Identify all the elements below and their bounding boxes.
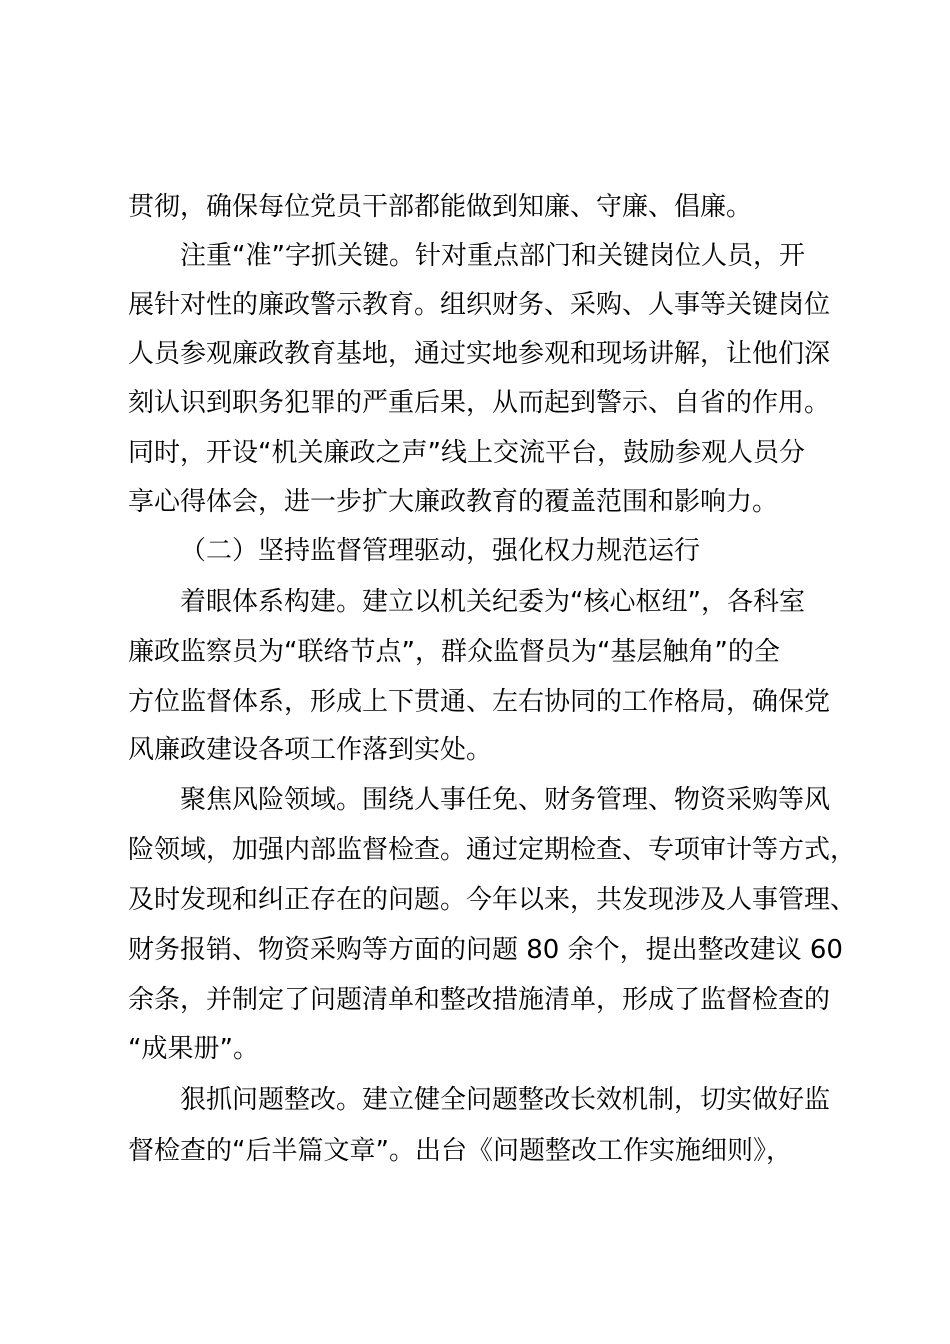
text-line: 及时发现和纠正存在的问题。今年以来，共发现涉及人事管理、 bbox=[128, 885, 857, 915]
paragraph-first-line: 聚焦风险领域。围绕人事任免、财务管理、物资采购等风 bbox=[180, 785, 831, 815]
text-line: 余条，并制定了问题清单和整改措施清单，形成了监督检查的 bbox=[128, 985, 831, 1015]
text-line: 刻认识到职务犯罪的严重后果，从而起到警示、自省的作用。 bbox=[128, 388, 831, 418]
paragraph-first-line: 注重“准”字抓关键。针对重点部门和关键岗位人员，开 bbox=[180, 241, 805, 271]
text-line: 廉政监察员为“联络节点”，群众监督员为“基层触角”的全 bbox=[128, 637, 780, 667]
text-line: 同时，开设“机关廉政之声”线上交流平台，鼓励参观人员分 bbox=[128, 438, 805, 468]
paragraph-first-line: 狠抓问题整改。建立健全问题整改长效机制，切实做好监 bbox=[180, 1085, 831, 1115]
text-line: 财务报销、物资采购等方面的问题 80 余个，提出整改建议 60 bbox=[128, 935, 843, 965]
text-line: 险领域，加强内部监督检查。通过定期检查、专项审计等方式， bbox=[128, 835, 857, 865]
section-heading: （二）坚持监督管理驱动，强化权力规范运行 bbox=[180, 536, 701, 566]
text-line: 展针对性的廉政警示教育。组织财务、采购、人事等关键岗位 bbox=[128, 290, 831, 320]
text-line: “成果册”。 bbox=[128, 1034, 259, 1064]
text-line: 享心得体会，进一步扩大廉政教育的覆盖范围和影响力。 bbox=[128, 487, 779, 517]
text-line: 方位监督体系，形成上下贯通、左右协同的工作格局，确保党 bbox=[128, 687, 831, 717]
text-line: 风廉政建设各项工作落到实处。 bbox=[128, 735, 493, 765]
text-line: 贯彻，确保每位党员干部都能做到知廉、守廉、倡廉。 bbox=[128, 192, 753, 222]
paragraph-first-line: 着眼体系构建。建立以机关纪委为“核心枢纽”，各科室 bbox=[180, 587, 805, 617]
text-line: 人员参观廉政教育基地，通过实地参观和现场讲解，让他们深 bbox=[128, 339, 831, 369]
text-line: 督检查的“后半篇文章”。出台《问题整改工作实施细则》， bbox=[128, 1136, 792, 1166]
